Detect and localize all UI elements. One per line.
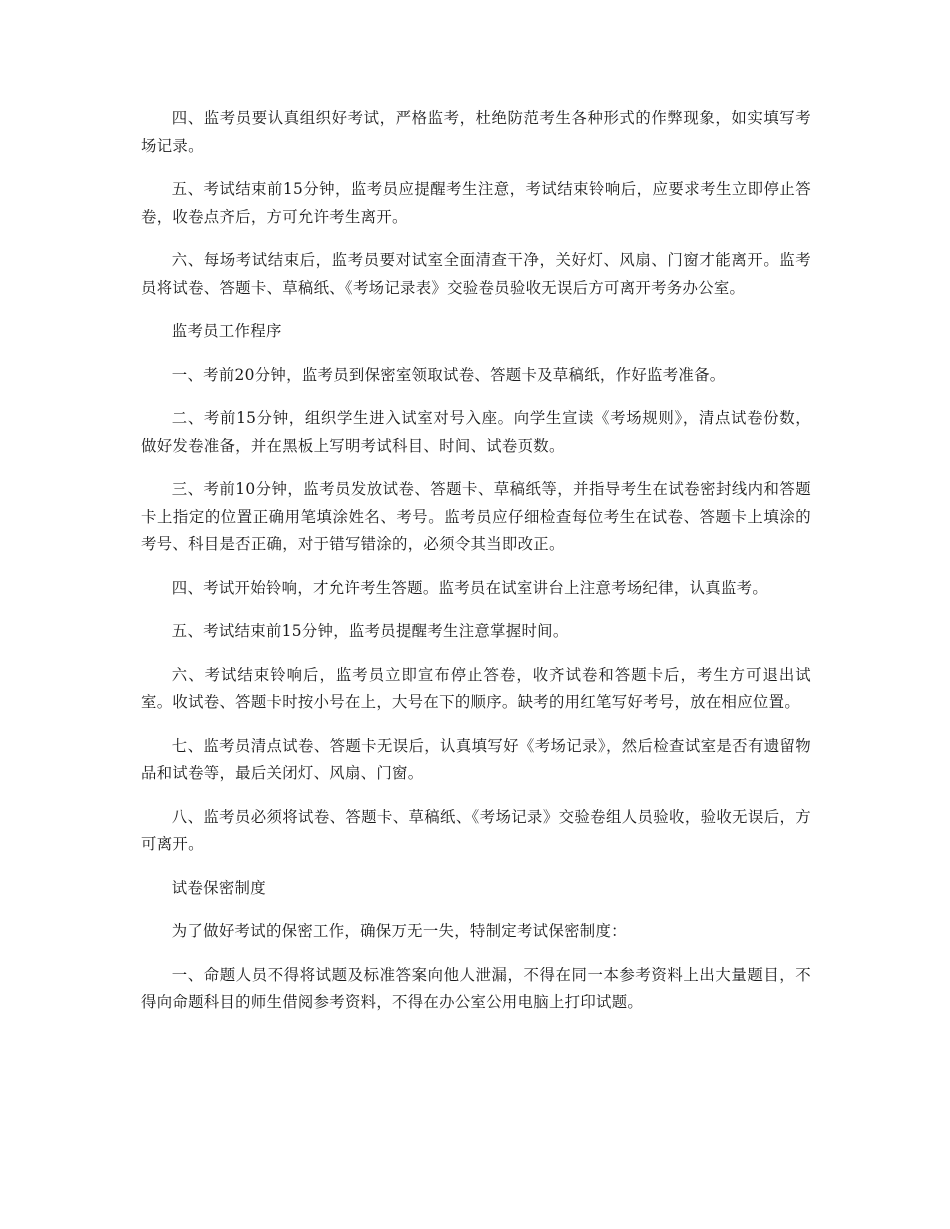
paragraph-procedure-4: 四、考试开始铃响，才允许考生答题。监考员在试室讲台上注意考场纪律，认真监考。 — [171, 578, 769, 597]
section-heading-procedure: 监考员工作程序 — [171, 322, 282, 340]
paragraph-procedure-6: 六、考试结束铃响后，监考员立即宣布停止答卷，收齐试卷和答题卡后，考生方可退出试室。收试卷、答题卡时按小号在上，大号在下的顺序。缺考的用红笔写好考号，放在相应位置。 — [141, 665, 811, 711]
paragraph-procedure-8: 八、监考员必须将试卷、答题卡、草稿纸、《考场记录》交验卷组人员验收，验收无误后，方可离开。 — [141, 807, 811, 853]
section-heading-confidentiality: 试卷保密制度 — [171, 878, 266, 897]
paragraph-procedure-3: 三、考前10分钟，监考员发放试卷、答题卡、草稿纸等，并指导考生在试卷密封线内和答题卡上指定的位置正确用笔填涂姓名、考号。监考员应仔细检查每位考生在试卷、答题卡上填涂的考号、科目是否正确，对于错写错涂的，必须令其当即改正。 — [141, 480, 811, 553]
paragraph-procedure-7: 七、监考员清点试卷、答题卡无误后，认真填写好《考场记录》，然后检查试室是否有遗留物品和试卷等，最后关闭灯、风扇、门窗。 — [141, 736, 811, 782]
paragraph-invigilator-duty-5: 五、考试结束前15分钟，监考员应提醒考生注意，考试结束铃响后，应要求考生立即停止答卷，收卷点齐后，方可允许考生离开。 — [141, 180, 811, 226]
paragraph-confidentiality-1: 一、命题人员不得将试题及标准答案向他人泄漏，不得在同一本参考资料上出大量题目，不得向命题科目的师生借阅参考资料，不得在办公室公用电脑上打印试题。 — [141, 965, 811, 1011]
paragraph-confidentiality-intro: 为了做好考试的保密工作，确保万无一失，特制定考试保密制度： — [171, 922, 627, 940]
paragraph-procedure-1: 一、考前20分钟，监考员到保密室领取试卷、答题卡及草稿纸，作好监考准备。 — [171, 365, 726, 384]
paragraph-procedure-5: 五、考试结束前15分钟，监考员提醒考生注意掌握时间。 — [171, 622, 569, 640]
paragraph-invigilator-duty-4: 四、监考员要认真组织好考试，严格监考，杜绝防范考生各种形式的作弊现象，如实填写考场记录。 — [141, 109, 811, 155]
paragraph-procedure-2: 二、考前15分钟，组织学生进入试室对号入座。向学生宣读《考场规则》，清点试卷份数，做好发卷准备，并在黑板上写明考试科目、时间、试卷页数。 — [141, 409, 811, 455]
paragraph-invigilator-duty-6: 六、每场考试结束后，监考员要对试室全面清查干净，关好灯、风扇、门窗才能离开。监考员将试卷、答题卡、草稿纸、《考场记录表》交验卷员验收无误后方可离开考务办公室。 — [141, 251, 811, 297]
document-body — [141, 105, 811, 1033]
